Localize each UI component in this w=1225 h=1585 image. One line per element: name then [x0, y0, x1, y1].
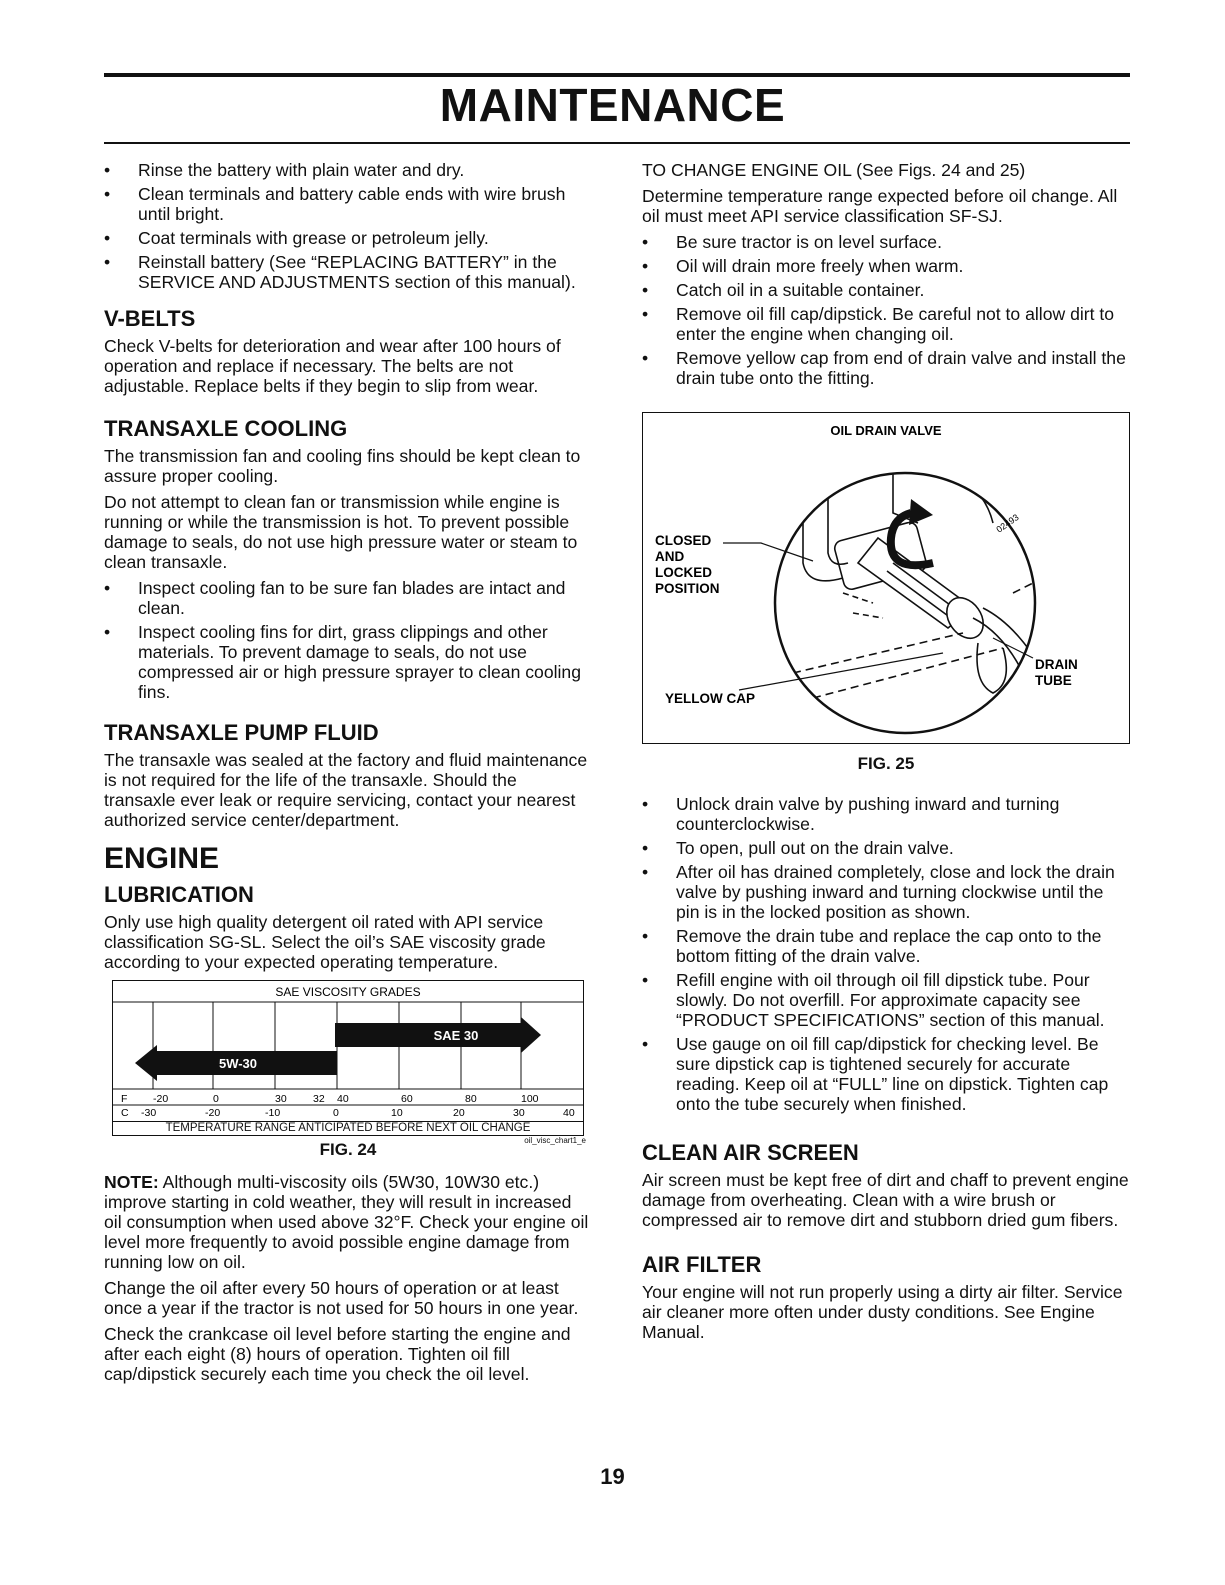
air-screen-heading: CLEAN AIR SCREEN	[642, 1140, 859, 1165]
f-tick: 80	[465, 1093, 477, 1105]
viscosity-chart	[112, 980, 584, 1122]
closed-locked-label	[655, 533, 720, 596]
engine-heading: ENGINE	[104, 842, 220, 875]
f-tick: 0	[213, 1093, 219, 1105]
check-level-text: Check the crankcase oil level before starting the engine and after each eight (8) hours of operation. Tighten oil fill cap/dipstick securely each time you check the oil level.	[104, 1324, 571, 1384]
note-paragraph	[104, 1172, 592, 1272]
air-screen-text: Air screen must be kept free of dirt and chaff to prevent engine damage from overheating. Clean with a wire brush or compressed air to remove dirt and stubborn dried gum fibers.	[642, 1170, 1129, 1230]
oil-drain-valve-illustration	[643, 413, 1129, 743]
lubrication-heading: LUBRICATION	[104, 882, 254, 907]
c-tick: -30	[141, 1107, 157, 1119]
list-item: • Inspect cooling fins for dirt, grass clippings and other materials. To prevent damage to seals, do not use compressed air or high pressure sprayer to clean cooling fins.	[104, 622, 592, 702]
f-label: F	[121, 1093, 128, 1105]
c-label: C	[121, 1107, 129, 1119]
transaxle-pump-text: The transaxle was sealed at the factory and fluid maintenance is not required for the life of the transaxle. Should the transaxle ever leak or require servicing, contact your nearest authorized service center/department.	[104, 750, 588, 830]
c-tick: -20	[205, 1107, 221, 1119]
list-item: • Use gauge on oil fill cap/dipstick for checking level. Be sure dipstick cap is tightened securely for accurate reading. Keep oil at “FULL” line on dipstick. Tighten cap onto the tube securely when finished.	[642, 1034, 1130, 1114]
drain-tube-label	[1035, 657, 1078, 688]
list-item: • Oil will drain more freely when warm.	[642, 256, 1130, 276]
closed-line: CLOSED	[655, 533, 712, 548]
change-oil-heading: TO CHANGE ENGINE OIL (See Figs. 24 and 25)	[642, 160, 1026, 180]
list-item: • Catch oil in a suitable container.	[642, 280, 1130, 300]
chart-code: oil_visc_chart1_e	[524, 1136, 586, 1145]
c-tick: 0	[333, 1107, 339, 1119]
c-scale	[121, 1107, 575, 1119]
left-column	[104, 160, 592, 1390]
oil-bullet-list-a	[642, 232, 1130, 388]
air-filter-heading: AIR FILTER	[642, 1252, 762, 1277]
change-interval-text: Change the oil after every 50 hours of operation or at least once a year if the tractor is not used for 50 hours in one year.	[104, 1278, 579, 1318]
lubrication-text: Only use high quality detergent oil rated with API service classification SG-SL. Select the oil’s SAE viscosity grade according to your expected operating temperature.	[104, 912, 546, 972]
fig25-title: OIL DRAIN VALVE	[830, 423, 942, 438]
c-tick: 30	[513, 1107, 525, 1119]
closed-line: LOCKED	[655, 565, 712, 580]
drain-line: TUBE	[1035, 673, 1072, 688]
title-underline	[104, 142, 1130, 144]
chart-footer-wrap	[112, 1122, 584, 1136]
chart-footer: TEMPERATURE RANGE ANTICIPATED BEFORE NEXT OIL CHANGE	[112, 1122, 584, 1136]
top-rule	[104, 73, 1130, 77]
vbelts-text: Check V-belts for deterioration and wear after 100 hours of operation and replace if necessary. The belts are not adjustable. Replace belts if they begin to slip from wear.	[104, 336, 561, 396]
list-item: • Inspect cooling fan to be sure fan blades are intact and clean.	[104, 578, 592, 618]
transaxle-pump-heading: TRANSAXLE PUMP FLUID	[104, 720, 379, 745]
list-item: • Clean terminals and battery cable ends with wire brush until bright.	[104, 184, 592, 224]
figure-code: 02493	[994, 512, 1021, 535]
f-tick: 32	[313, 1093, 325, 1105]
list-item: • Coat terminals with grease or petroleum jelly.	[104, 228, 592, 248]
fig24-caption: FIG. 24	[319, 1140, 377, 1159]
sae30-label: SAE 30	[433, 1028, 479, 1043]
list-item: • Rinse the battery with plain water and dry.	[104, 160, 592, 180]
c-tick: 40	[563, 1107, 575, 1119]
c-tick: -10	[265, 1107, 281, 1119]
c-tick: 10	[391, 1107, 403, 1119]
battery-bullet-list	[104, 160, 592, 292]
w530-label: 5W-30	[218, 1056, 258, 1071]
fig25-caption: FIG. 25	[857, 754, 915, 773]
list-item: • Refill engine with oil through oil fill dipstick tube. Pour slowly. Do not overfill. For approximate capacity see “PRODUCT SPECIFICATIONS” section of this manual.	[642, 970, 1130, 1030]
valve-drawing	[793, 473, 1073, 698]
transaxle-cooling-p2: Do not attempt to clean fan or transmission while engine is running or while the transmission is hot. To prevent possible damage to seals, do not use high pressure water or steam to clean transaxle.	[104, 492, 578, 572]
note-text: Although multi-viscosity oils (5W30, 10W30 etc.) improve starting in cold weather, they will result in increased oil consumption when used above 32°F. Check your engine oil level more frequently to avoid possible engine damage from running low on oil.	[104, 1172, 589, 1272]
list-item: • After oil has drained completely, close and lock the drain valve by pushing inward and turning clockwise until the pin is in the locked position as shown.	[642, 862, 1130, 922]
closed-line: AND	[655, 549, 685, 564]
air-filter-text: Your engine will not run properly using a dirty air filter. Service air cleaner more often under dusty conditions. See Engine Manual.	[642, 1282, 1123, 1342]
f-tick: 60	[401, 1093, 413, 1105]
list-item: • Remove the drain tube and replace the cap onto to the bottom fitting of the drain valve.	[642, 926, 1130, 966]
f-scale	[121, 1093, 539, 1105]
page-number: 19	[600, 1464, 625, 1489]
list-item: • Remove yellow cap from end of drain valve and install the drain tube onto the fitting.	[642, 348, 1130, 388]
f-tick: 30	[275, 1093, 287, 1105]
f-tick: -20	[153, 1093, 169, 1105]
f-tick: 100	[521, 1093, 539, 1105]
list-item: • Unlock drain valve by pushing inward and turning counterclockwise.	[642, 794, 1130, 834]
transaxle-cooling-heading: TRANSAXLE COOLING	[104, 416, 348, 441]
list-item: • Reinstall battery (See “REPLACING BATTERY” in the SERVICE AND ADJUSTMENTS section of this manual).	[104, 252, 592, 292]
change-oil-text: Determine temperature range expected before oil change. All oil must meet API service classification SF-SJ.	[642, 186, 1118, 226]
list-item: • Be sure tractor is on level surface.	[642, 232, 1130, 252]
drain-line: DRAIN	[1035, 657, 1078, 672]
viscosity-chart-svg	[113, 981, 583, 1121]
oil-bullet-list-b	[642, 794, 1130, 1114]
page-title: MAINTENANCE	[439, 79, 786, 131]
c-tick: 20	[453, 1107, 465, 1119]
note-label: NOTE:	[104, 1172, 159, 1192]
closed-line: POSITION	[655, 581, 720, 596]
oil-drain-valve-figure	[642, 412, 1130, 744]
yellow-cap-leader-line	[739, 653, 943, 690]
transaxle-cooling-p1: The transmission fan and cooling fins should be kept clean to assure proper cooling.	[104, 446, 581, 486]
right-column	[642, 160, 1130, 1348]
list-item: • Remove oil fill cap/dipstick. Be careful not to allow dirt to enter the engine when changing oil.	[642, 304, 1130, 344]
yellow-cap-label: YELLOW CAP	[665, 691, 755, 706]
cooling-bullet-list	[104, 578, 592, 702]
vbelts-heading: V-BELTS	[104, 306, 196, 331]
list-item: • To open, pull out on the drain valve.	[642, 838, 1130, 858]
closed-leader-line	[723, 543, 813, 561]
f-tick: 40	[337, 1093, 349, 1105]
chart-title: SAE VISCOSITY GRADES	[275, 985, 421, 999]
